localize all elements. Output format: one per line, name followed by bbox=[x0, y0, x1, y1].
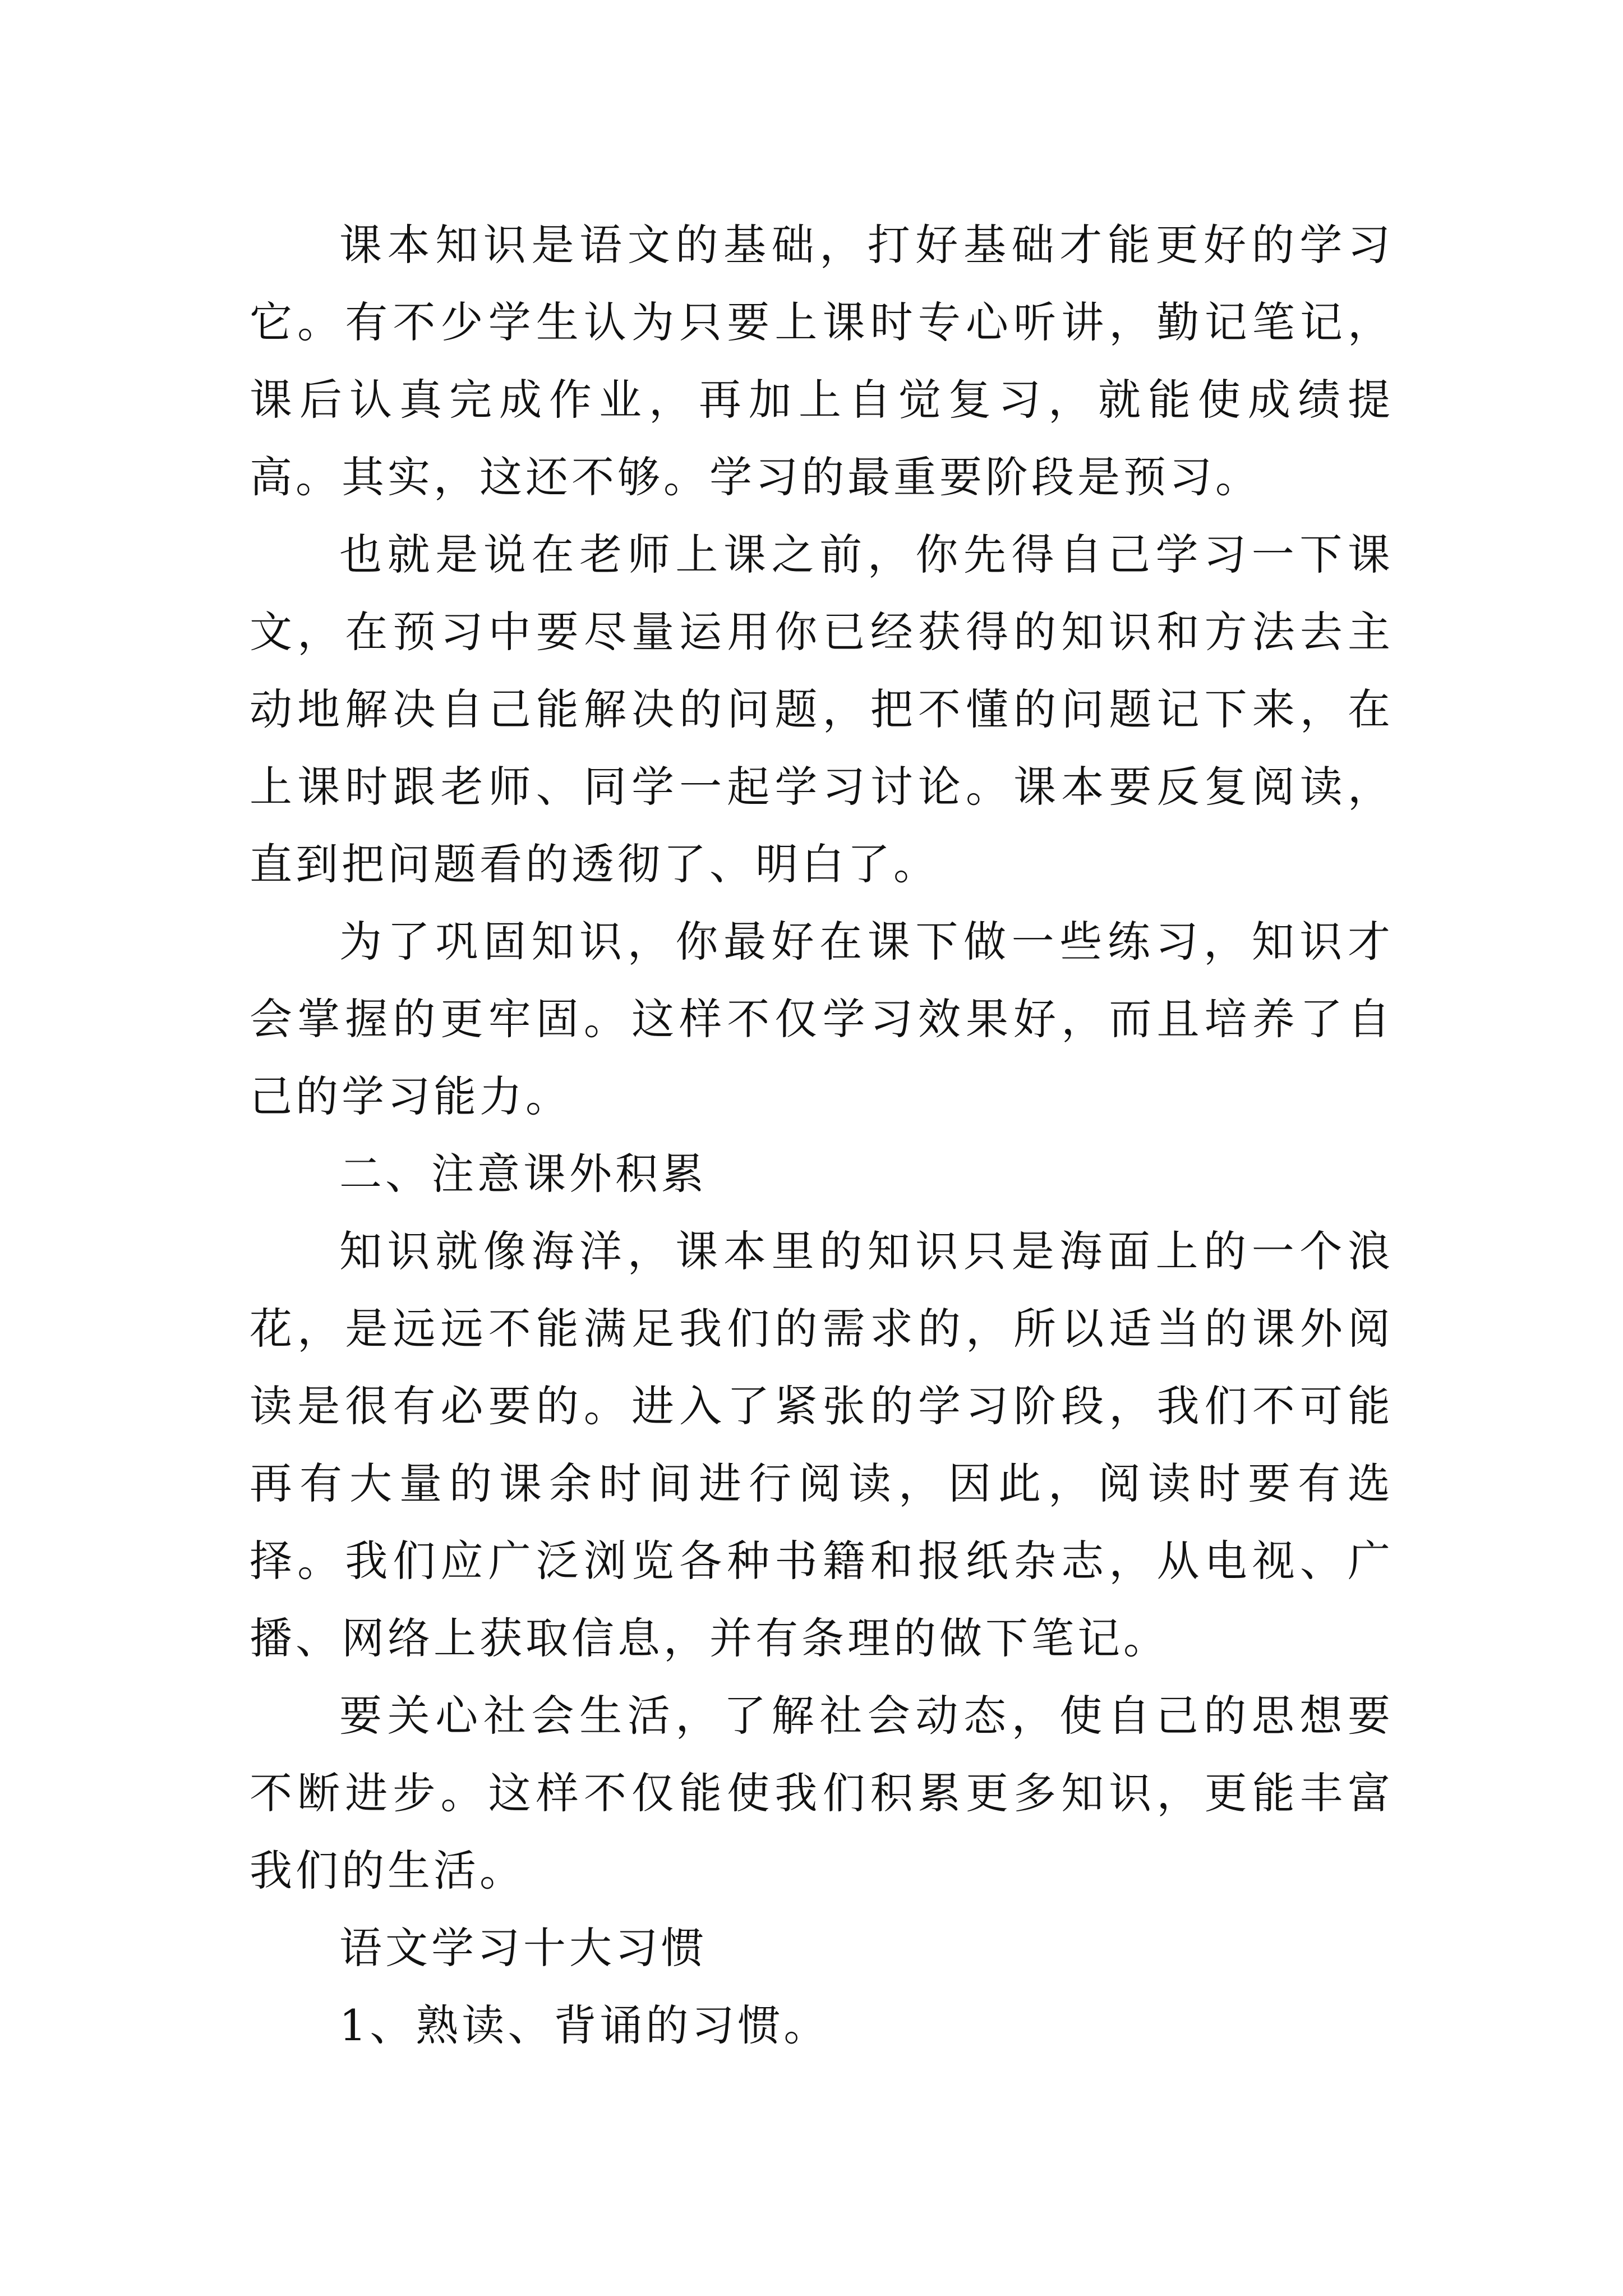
document-body bbox=[250, 206, 1394, 2064]
paragraph-2: 也就是说在老师上课之前，你先得自己学习一下课文，在预习中要尽量运用你已经获得的知识和方法去主动地解决自己能解决的问题，把不懂的问题记下来，在上课时跟老师、同学一起学习讨论。课本要反复阅读，直到把问题看的透彻了、明白了。 bbox=[250, 530, 1394, 889]
paragraph-5: 要关心社会生活，了解社会动态，使自己的思想要不断进步。这样不仅能使我们积累更多知识，更能丰富我们的生活。 bbox=[250, 1691, 1394, 1895]
list-item-1: 1、熟读、背诵的习惯。 bbox=[339, 2000, 830, 2050]
paragraph-3: 为了巩固知识，你最好在课下做一些练习，知识才会掌握的更牢固。这样不仅学习效果好，而且培养了自己的学习能力。 bbox=[250, 917, 1394, 1121]
section-heading-ten-habits: 语文学习十大习惯 bbox=[339, 1923, 707, 1973]
paragraph-1: 课本知识是语文的基础，打好基础才能更好的学习它。有不少学生认为只要上课时专心听讲，勤记笔记，课后认真完成作业，再加上自觉复习，就能使成绩提高。其实，这还不够。学习的最重要阶段是预习。 bbox=[250, 220, 1394, 502]
section-heading-extracurricular: 二、注意课外积累 bbox=[339, 1149, 707, 1199]
paragraph-4: 知识就像海洋，课本里的知识只是海面上的一个浪花，是远远不能满足我们的需求的，所以适当的课外阅读是很有必要的。进入了紧张的学习阶段，我们不可能再有大量的课余时间进行阅读，因此，阅读时要有选择。我们应广泛浏览各种书籍和报纸杂志，从电视、广播、网络上获取信息，并有条理的做下笔记。 bbox=[250, 1226, 1394, 1663]
